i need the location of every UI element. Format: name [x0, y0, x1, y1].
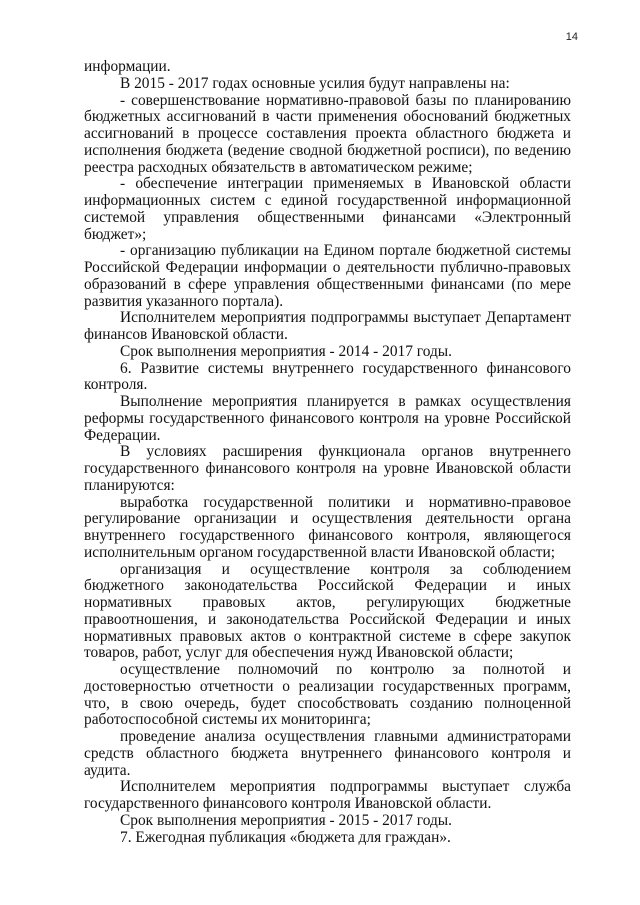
paragraph: - совершенствование нормативно-правовой базы по планированию бюджетных ассигнований в части применения обоснований бюджетных ассигнований в процессе составления проекта областного бюджета и исполнения бюджета (ведение сводной бюджетной росписи), по ведению реестра расходных обязательств в автоматическом режиме; [84, 91, 571, 176]
page-number: 14 [565, 31, 578, 43]
paragraph: выработка государственной политики и нормативно-правовое регулирование организации и осуществления деятельности органа внутреннего государственного финансового контроля, являющегося исполнительным органом государственной власти Ивановской области; [84, 493, 571, 561]
paragraph: осуществление полномочий по контролю за полнотой и достоверностью отчетности о реализации государственных программ, что, в свою очередь, будет способствовать созданию полноценной работоспособной системы их мониторинга; [84, 661, 571, 729]
paragraph: Исполнителем мероприятия подпрограммы выступает Департамент финансов Ивановской области. [84, 309, 571, 343]
paragraph: - обеспечение интеграции применяемых в Ивановской области информационных систем с единой государственной информационной системой управления общественными финансами «Электронный бюджет»; [84, 175, 571, 243]
paragraph: В 2015 - 2017 годах основные усилия будут направлены на: [120, 74, 510, 92]
paragraph: Исполнителем мероприятия подпрограммы выступает служба государственного финансового контроля Ивановской области. [84, 778, 571, 812]
section-heading: 7. Ежегодная публикация «бюджета для граждан». [120, 828, 451, 846]
paragraph: проведение анализа осуществления главными администраторами средств областного бюджета внутреннего финансового контроля и аудита. [84, 728, 571, 779]
paragraph: организация и осуществление контроля за соблюдением бюджетного законодательства Российской Федерации и иных нормативных правовых актов, регулирующих бюджетные правоотношения, и законодательства Российской Федерации и иных нормативных правовых актов о контрактной системе в сфере закупок товаров, работ, услуг для обеспечения нужд Ивановской области; [84, 560, 571, 662]
paragraph: Срок выполнения мероприятия - 2015 - 2017 годы. [120, 811, 452, 829]
paragraph: Срок выполнения мероприятия - 2014 - 2017 годы. [120, 342, 452, 360]
section-heading: 6. Развитие системы внутреннего государственного финансового контроля. [84, 359, 571, 394]
paragraph: Выполнение мероприятия планируется в рамках осуществления реформы государственного финансового контроля на уровне Российской Федерации. [84, 393, 571, 444]
paragraph: информации. [84, 58, 171, 75]
paragraph: - организацию публикации на Едином портале бюджетной системы Российской Федерации информации о деятельности публично-правовых образований в сфере управления общественными финансами (по мере развития указанного портала). [84, 242, 571, 310]
document-body [84, 59, 571, 846]
paragraph: В условиях расширения функционала органов внутреннего государственного финансового контроля на уровне Ивановской области планируются: [84, 443, 571, 494]
